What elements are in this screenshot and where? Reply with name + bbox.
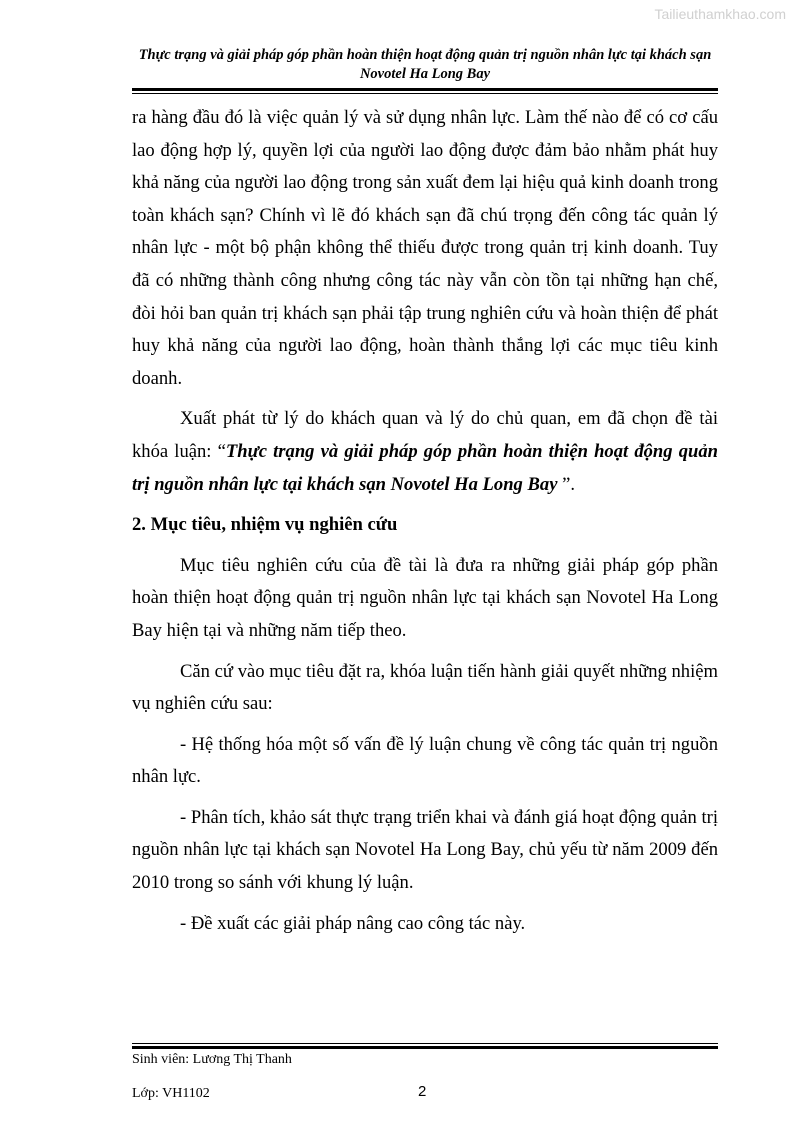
paragraph-2-prefix: Xuất phát từ lý do khách quan và lý do chủ quan, em đã chọn đề tài khóa luận: “ <box>132 408 718 462</box>
header-line-1: Thực trạng và giải pháp góp phần hoàn thiện hoạt động quản trị nguồn nhân lực tại khách sạn <box>138 47 712 63</box>
paragraph-3: Mục tiêu nghiên cứu của đề tài là đưa ra những giải pháp góp phần hoàn thiện hoạt động quản trị nguồn nhân lực tại khách sạn Novotel Ha Long Bay hiện tại và những năm tiếp theo. <box>132 554 718 641</box>
header-line-2: Novotel Ha Long Bay <box>359 66 491 82</box>
watermark: Tailieuthamkhao.com <box>654 6 786 22</box>
header-rule <box>132 88 718 91</box>
footer-rule-thin <box>132 1043 718 1044</box>
footer-rule <box>132 1046 718 1049</box>
list-item-2: - Phân tích, khảo sát thực trạng triển khai và đánh giá hoạt động quản trị nguồn nhân lực tại khách sạn Novotel Ha Long Bay, chủ yếu từ năm 2009 đến 2010 trong so sánh với khung lý luận. <box>132 806 718 894</box>
running-header <box>132 46 718 84</box>
paragraph-1: ra hàng đầu đó là việc quản lý và sử dụng nhân lực. Làm thế nào để có cơ cấu lao động hợp lý, quyền lợi của người lao động được đảm bảo nhằm phát huy khả năng của người lao động trong sản xuất đem lại hiệu quả kinh doanh trong toàn khách sạn? Chính vì lẽ đó khách sạn đã chú trọng đến công tác quản lý nhân lực - một bộ phận không thể thiếu được trong quản trị kinh doanh. Tuy đã có những thành công nhưng công tác này vẫn còn tồn tại những hạn chế, đòi hỏi ban quản trị khách sạn phải tập trung nghiên cứu và hoàn thiện để phát huy khả năng của người lao động, hoàn thành thắng lợi các mục tiêu kinh doanh. <box>132 107 718 389</box>
list-item-1: - Hệ thống hóa một số vấn đề lý luận chung về công tác quản trị nguồn nhân lực. <box>132 733 718 788</box>
header-rule-thin <box>132 93 718 94</box>
section-heading: 2. Mục tiêu, nhiệm vụ nghiên cứu <box>132 514 398 536</box>
document-body <box>132 102 718 948</box>
paragraph-4: Căn cứ vào mục tiêu đặt ra, khóa luận tiến hành giải quyết những nhiệm vụ nghiên cứu sau: <box>132 660 718 715</box>
list-item-3: - Đề xuất các giải pháp nâng cao công tác này. <box>180 912 526 934</box>
thesis-title: Thực trạng và giải pháp góp phần hoàn thiện hoạt động quản trị nguồn nhân lực tại khách sạn Novotel Ha Long Bay <box>132 440 719 495</box>
paragraph-2-suffix: ”. <box>557 473 576 495</box>
footer-class: Lớp: VH1102 <box>132 1086 210 1101</box>
page-number: 2 <box>418 1083 427 1100</box>
paragraph-2 <box>132 403 718 501</box>
footer-student: Sinh viên: Lương Thị Thanh <box>132 1052 292 1067</box>
